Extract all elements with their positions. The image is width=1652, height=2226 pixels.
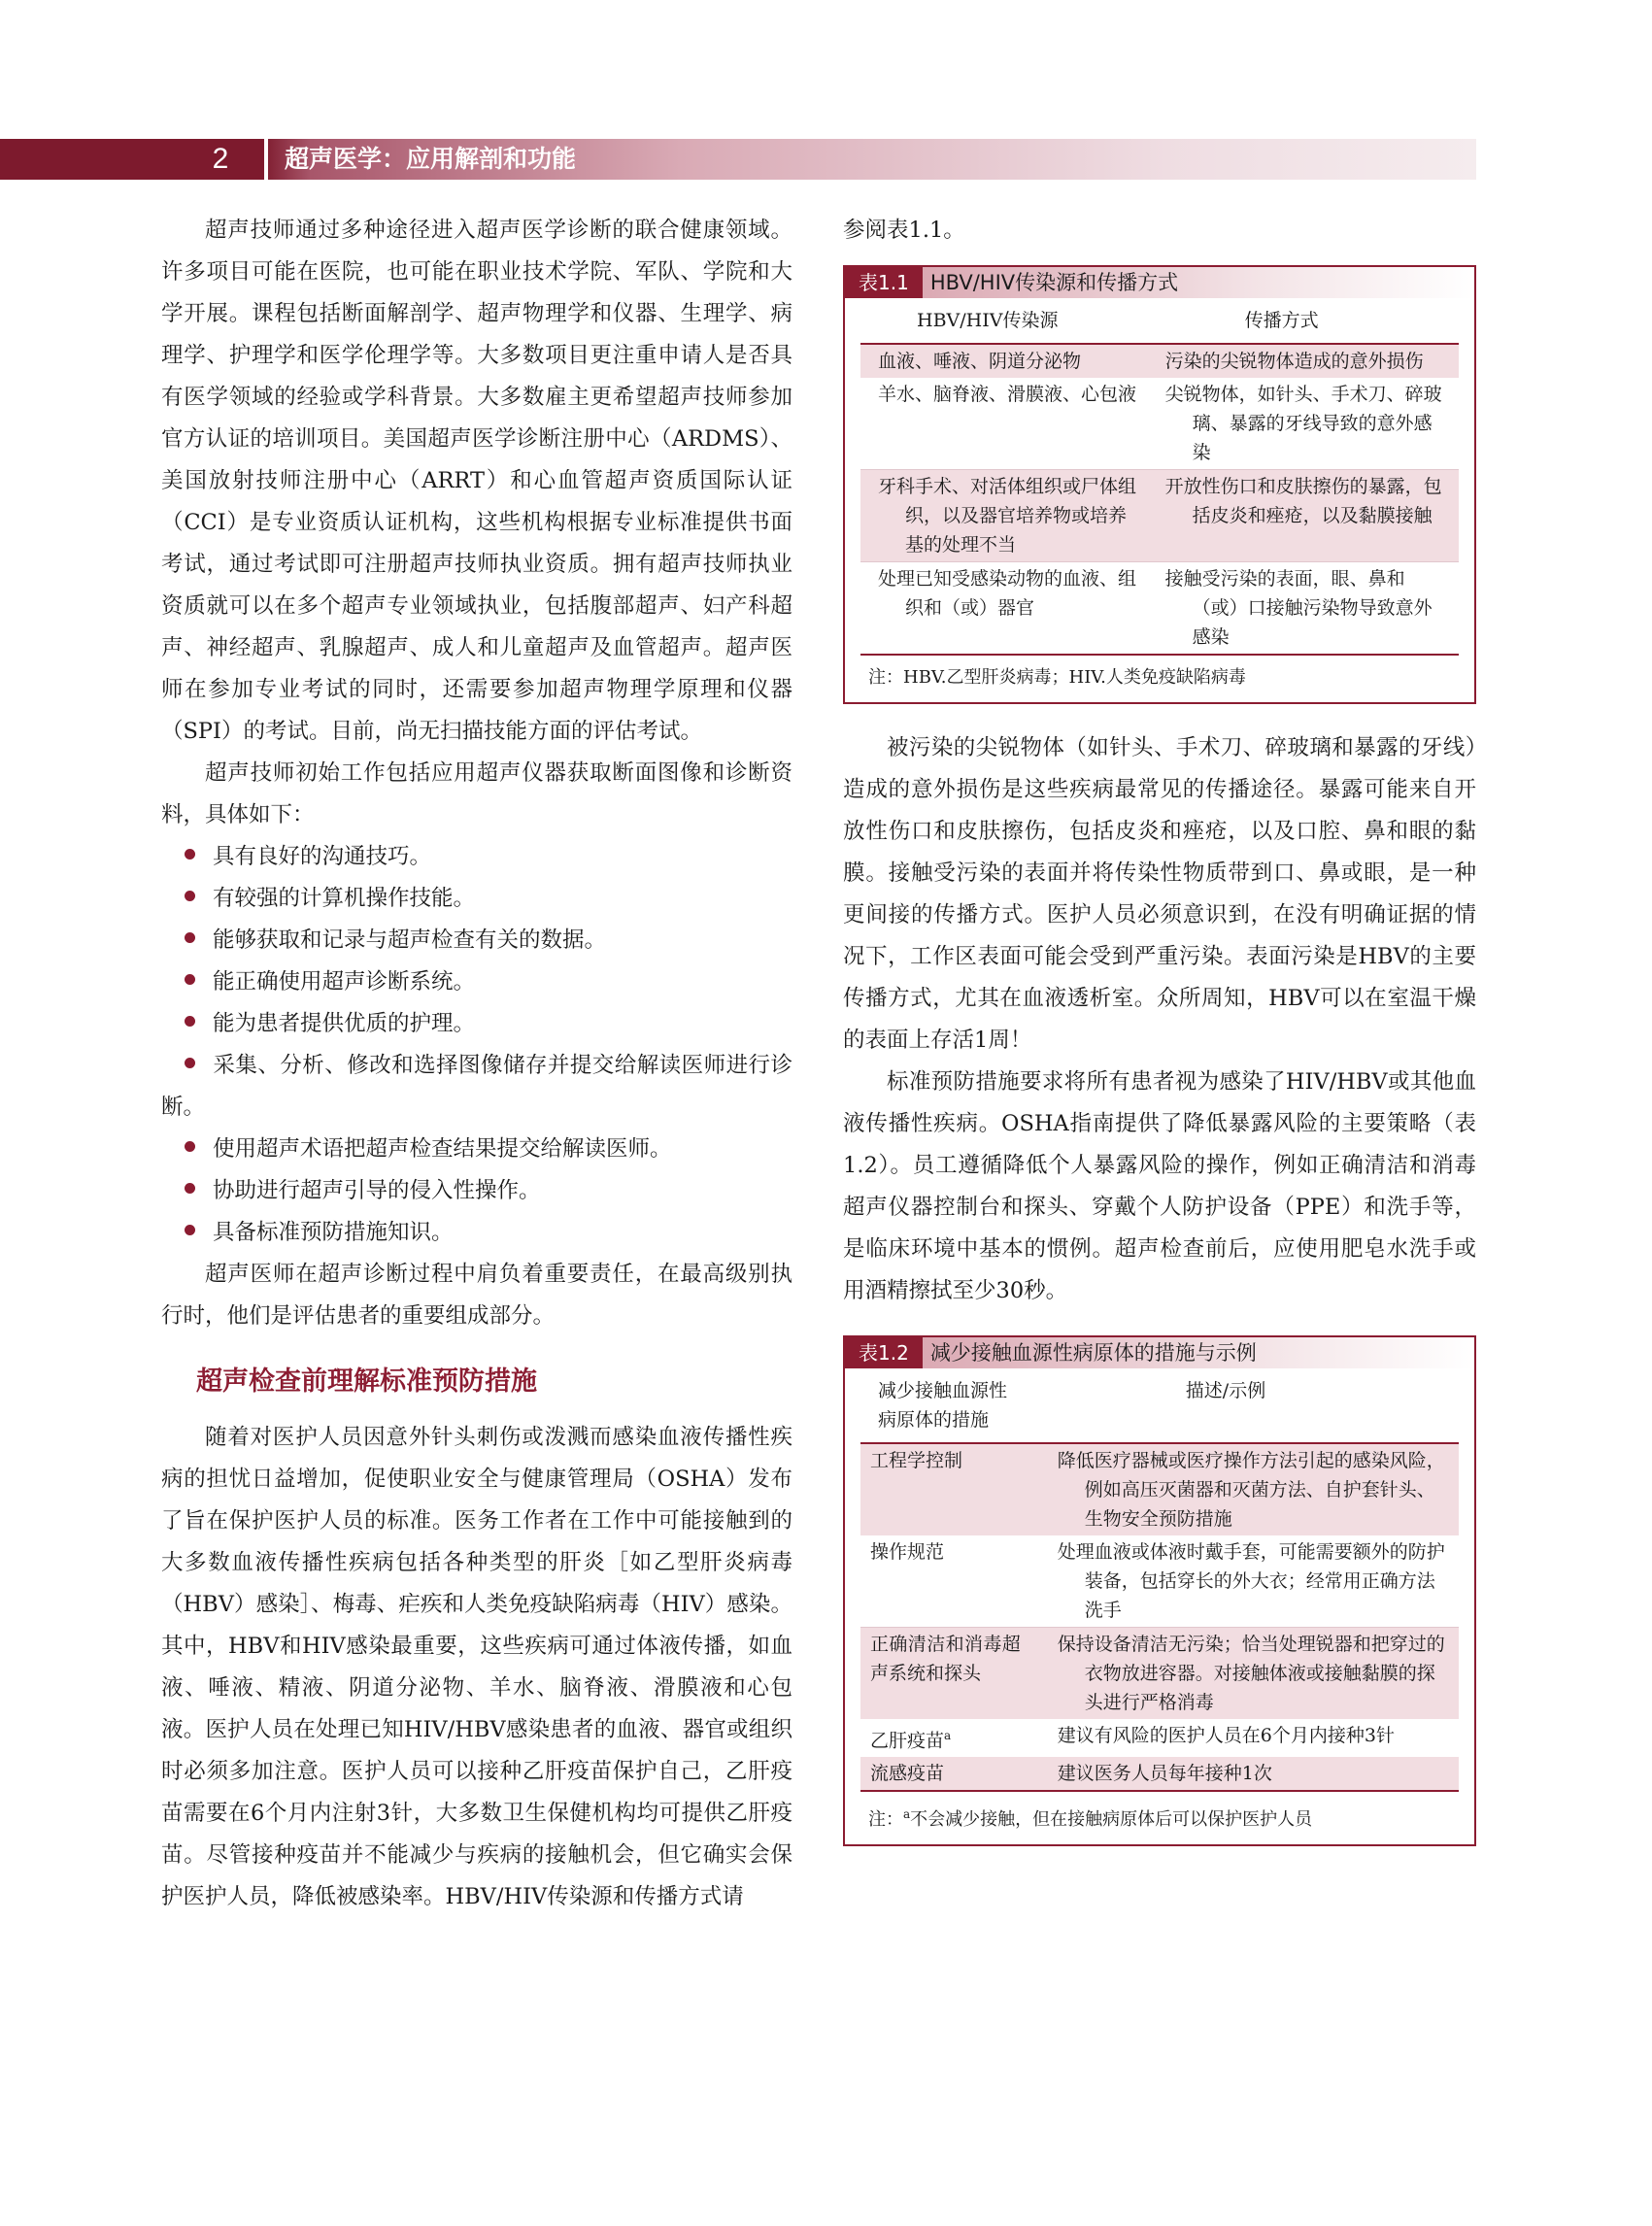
standard-precautions-paragraph: 标准预防措施要求将所有患者视为感染了HIV/HBV或其他血液传播性疾病。OSHA指南提供了降低暴露风险的主要策略（表1.2）。员工遵循降低个人暴露风险的操作，例如正确清洁和消毒超声仪器控制台和探头、穿戴个人防护设备（PPE）和洗手等，是临床环境中基本的惯例。超声检查前后，应使用肥皂水洗手或用酒精擦拭至少30秒。 (843, 1069, 1476, 1303)
table-1-2-grid (860, 1368, 1459, 1792)
table-row: 血液、唾液、阴道分泌物 污染的尖锐物体造成的意外损伤 (860, 344, 1459, 378)
table-row: 处理已知受感染动物的血液、组织和（或）器官 接触受污染的表面，眼、鼻和（或）口接触污染物导致意外感染 (860, 562, 1459, 656)
bullet-icon (185, 974, 195, 985)
list-item: 使用超声术语把超声检查结果提交给解读医师。 (161, 1129, 792, 1170)
duties-list (161, 836, 792, 1254)
table-title: 减少接触血源性病原体的措施与示例 (923, 1337, 1474, 1368)
bullet-icon (185, 891, 195, 901)
bullet-icon (185, 1058, 195, 1068)
table-row: 乙肝疫苗$^a$ 建议有风险的医护人员在6个月内接种3针 (870, 1725, 1395, 1752)
list-item: 具有良好的沟通技巧。 (161, 836, 792, 878)
section-heading: 超声检查前理解标准预防措施 (196, 1366, 537, 1397)
table-number: 表1.2 (845, 1337, 923, 1368)
list-item: 能为患者提供优质的护理。 (161, 1003, 792, 1045)
column-header: 传播方式 (1148, 298, 1459, 344)
table-1-1-grid (860, 298, 1459, 656)
table-caption (845, 267, 1474, 298)
bullet-icon (185, 1183, 195, 1194)
table-number: 表1.1 (845, 267, 923, 298)
table-1-1 (843, 265, 1476, 704)
list-item: 能够获取和记录与超声检查有关的数据。 (161, 920, 792, 961)
table-row: 羊水、脑脊液、滑膜液、心包液 尖锐物体，如针头、手术刀、碎玻璃、暴露的牙线导致的意外感染 (878, 384, 1442, 463)
table-note: 注：HBV.乙型肝炎病毒；HIV.人类免疫缺陷病毒 (868, 667, 1246, 688)
list-item: 能正确使用超声诊断系统。 (161, 961, 792, 1003)
bullet-icon (185, 1141, 195, 1152)
precautions-paragraph: 随着对医护人员因意外针头刺伤或泼溅而感染血液传播性疾病的担忧日益增加，促使职业安全与健康管理局（OSHA）发布了旨在保护医护人员的标准。医务工作者在工作中可能接触到的大多数血液传播性疾病包括各种类型的肝炎［如乙型肝炎病毒（HBV）感染］、梅毒、疟疾和人类免疫缺陷病毒（HIV）感染。其中，HBV和HIV感染最重要，这些疾病可通过体液传播，如血液、唾液、精液、阴道分泌物、羊水、脑脊液、滑膜液和心包液。医护人员在处理已知HIV/HBV感染患者的血液、器官或组织时必须多加注意。医护人员可以接种乙肝疫苗保护自己，乙肝疫苗需要在6个月内注射3针，大多数卫生保健机构均可提供乙肝疫苗。尽管接种疫苗并不能减少与疾病的接触机会，但它确实会保护医护人员，降低被感染率。HBV/HIV传染源和传播方式请 (161, 1425, 792, 1909)
header-divider (264, 139, 268, 180)
bullet-icon (185, 932, 195, 943)
table-note: 注：$^a$不会减少接触，但在接触病原体后可以保护医护人员 (868, 1807, 1313, 1831)
column-header: 减少接触血源性病原体的措施 (860, 1368, 1040, 1443)
transmission-paragraph: 被污染的尖锐物体（如针头、手术刀、碎玻璃和暴露的牙线）造成的意外损伤是这些疾病最常见的传播途径。暴露可能来自开放性伤口和皮肤擦伤，包括皮炎和痤疮，以及口腔、鼻和眼的黏膜。接触受污染的表面并将传染性物质带到口、鼻或眼，是一种更间接的传播方式。医护人员必须意识到，在没有明确证据的情况下，工作区表面可能会受到严重污染。表面污染是HBV的主要传播方式，尤其在血液透析室。众所周知，HBV可以在室温干燥的表面上存活1周！ (843, 735, 1476, 1053)
table-row: 工程学控制 降低医疗器械或医疗操作方法引起的感染风险，例如高压灭菌器和灭菌方法、自护套针头、生物安全预防措施 (860, 1443, 1459, 1535)
column-header: HBV/HIV传染源 (860, 298, 1148, 344)
book-title: 超声医学：应用解剖和功能 (285, 145, 577, 173)
right-column (843, 210, 1476, 1846)
table-row: 牙科手术、对活体组织或尸体组织，以及器官培养物或培养基的处理不当 开放性伤口和皮肤擦伤的暴露，包括皮炎和痤疮，以及黏膜接触 (860, 470, 1459, 562)
table-caption (845, 1337, 1474, 1368)
table-1-2 (843, 1335, 1476, 1846)
bullet-icon (185, 1016, 195, 1027)
column-header: 描述/示例 (1040, 1368, 1459, 1443)
bullet-icon (185, 849, 195, 860)
list-item: 具备标准预防措施知识。 (161, 1212, 792, 1254)
duties-intro-paragraph: 超声技师初始工作包括应用超声仪器获取断面图像和诊断资料，具体如下： (161, 760, 792, 827)
bullet-icon (185, 1225, 195, 1235)
running-header (0, 139, 1476, 180)
list-item: 采集、分析、修改和选择图像储存并提交给解读医师进行诊断。 (161, 1053, 792, 1120)
table-row: 流感疫苗 建议医务人员每年接种1次 (860, 1757, 1459, 1791)
left-column (161, 210, 792, 1918)
list-item: 有较强的计算机操作技能。 (161, 878, 792, 920)
table-row: 操作规范 处理血液或体液时戴手套，可能需要额外的防护装备，包括穿长的外大衣；经常用正确方法洗手 (870, 1541, 1445, 1621)
table-title: HBV/HIV传染源和传播方式 (923, 267, 1474, 298)
table-row: 正确清洁和消毒超声系统和探头 保持设备清洁无污染；恰当处理锐器和把穿过的衣物放进容器。对接触体液或接触黏膜的探头进行严格消毒 (860, 1628, 1459, 1720)
page-number: 2 (212, 143, 229, 175)
intro-paragraph: 超声技师通过多种途径进入超声医学诊断的联合健康领域。许多项目可能在医院，也可能在职业技术学院、军队、学院和大学开展。课程包括断面解剖学、超声物理学和仪器、生理学、病理学、护理学和医学伦理学等。大多数项目更注重申请人是否具有医学领域的经验或学科背景。大多数雇主更希望超声技师参加官方认证的培训项目。美国超声医学诊断注册中心（ARDMS）、美国放射技师注册中心（ARRT）和心血管超声资质国际认证（CCI）是专业资质认证机构，这些机构根据专业标准提供书面考试，通过考试即可注册超声技师执业资质。拥有超声技师执业资质就可以在多个超声专业领域执业，包括腹部超声、妇产科超声、神经超声、乳腺超声、成人和儿童超声及血管超声。超声医师在参加专业考试的同时，还需要参加超声物理学原理和仪器（SPI）的考试。目前，尚无扫描技能方面的评估考试。 (161, 218, 792, 744)
responsibility-paragraph: 超声医师在超声诊断过程中肩负着重要责任，在最高级别执行时，他们是评估患者的重要组成部分。 (161, 1262, 792, 1329)
table-reference-text: 参阅表1.1。 (843, 218, 965, 243)
list-item: 协助进行超声引导的侵入性操作。 (161, 1170, 792, 1212)
